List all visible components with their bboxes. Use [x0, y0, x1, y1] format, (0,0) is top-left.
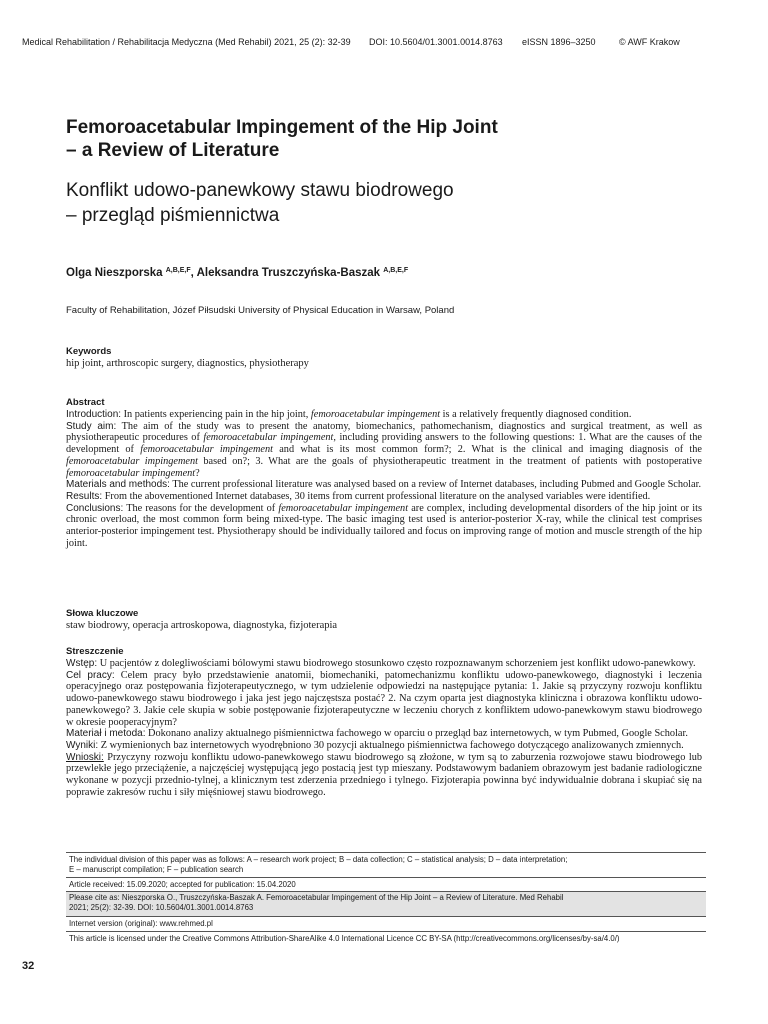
author-2-roles: A,B,E,F: [383, 267, 409, 274]
abstract-aim-text-a: The aim of the study was to present the anatomy, biomechanics, pathomechanism, diagnostics and surgical treatment, as well as physiotherapeutic procedures of: [66, 420, 702, 444]
license-note: This article is licensed under the Creative Commons Attribution-ShareAlike 4.0 International Licence CC BY-SA (http://creativecommons.org/licenses/by-sa/4.0/): [69, 934, 620, 943]
divider-license: [66, 931, 706, 932]
copyright: © AWF Krakow: [619, 37, 680, 47]
abstract-intro-label: Introduction:: [66, 409, 122, 420]
streszczenie-cel-text: Celem pracy było przedstawienie anatomii, biomechaniki, patomechanizmu konfliktu udowo-panewkowego, diagnostyki i leczenia operacyjnego oraz postępowania fizjoterapeutycznego, w tym udzielenie odpowiedzi na następujące pytania: 1. Jakie są przyczyny rozwoju konfliktu udowo-panewkowego stawu biodrowego i jaka jest jego najczęstsza postać? 2. Na czym oparta jest diagnostyka kliniczna i obrazowa konfliktu udowo-panewkowego? 3. Jakie cele skupia w sobie postępowanie fizjoterapeutyczne w leczeniu chorych z konfliktem udowo-panewkowym stawu biodrowego w okresie pooperacyjnym?: [66, 669, 702, 728]
citation-line-2: 2021; 25(2): 32-39. DOI: 10.5604/01.3001.0014.8763: [69, 903, 254, 912]
title-english-line1: Femoroacetabular Impingement of the Hip Joint: [66, 117, 498, 138]
streszczenie-wstep-text: U pacjentów z dolegliwościami bólowymi stawu biodrowego stosunkowo często rozpoznawanym schorzeniem jest konflikt udowo-panewkowy.: [97, 658, 696, 669]
author-separator: ,: [190, 267, 197, 279]
affiliation: Faculty of Rehabilitation, Józef Piłsudski University of Physical Education in Warsaw, Poland: [66, 305, 455, 316]
streszczenie-wyniki-text: Z wymienionych baz internetowych wyodrębniono 30 pozycji aktualnego piśmiennictwa fachowego dotyczącego analizowanych zmiennych.: [98, 739, 684, 751]
contribution-line-1: The individual division of this paper was as follows: A – research work project; B – data collection; C – statistical analysis; D – data interpretation;: [69, 855, 568, 864]
abstract-intro-text-b: is a relatively frequently diagnosed condition.: [440, 409, 632, 420]
abstract-heading: Abstract: [66, 397, 105, 408]
authors: [66, 267, 408, 279]
streszczenie-material-text: Dokonano analizy aktualnego piśmiennictwa fachowego w oparciu o przegląd baz internetowych, w tym Pubmed, Google Scholar.: [145, 728, 688, 740]
divider-received: [66, 877, 706, 878]
citation-line-1: Please cite as: Nieszporska O., Truszczyńska-Baszak A. Femoroacetabular Impingement of the Hip Joint – a Review of Literature. Med Rehabil: [69, 893, 564, 902]
contribution-note: [69, 855, 703, 875]
citation: [69, 893, 703, 913]
streszczenie-wnioski-label: Wnioski:: [66, 751, 104, 763]
abstract-aim-em-2: femoroacetabular impingement: [140, 444, 274, 456]
abstract-aim-text-e: ?: [195, 467, 200, 479]
streszczenie-material-label: Materiał i metoda:: [66, 728, 146, 740]
abstract-results-label: Results:: [66, 490, 103, 502]
abstract-intro-em: femoroacetabular impingement: [310, 409, 441, 420]
abstract-aim-em-4: femoroacetabular impingement: [66, 467, 196, 479]
abstract-aim-label: Study aim:: [66, 420, 117, 432]
divider-top: [66, 852, 706, 853]
page-number: 32: [22, 960, 35, 972]
streszczenie-body: [66, 658, 702, 798]
streszczenie-cel-label: Cel pracy:: [66, 669, 115, 681]
article-received: Article received: 15.09.2020; accepted for publication: 15.04.2020: [69, 880, 296, 889]
author-1: Olga Nieszporska: [66, 267, 163, 279]
title-polish-line2: – przegląd piśmiennictwa: [66, 205, 280, 226]
abstract-conclusions-em: femoroacetabular impingement: [278, 502, 409, 514]
title-polish: [66, 178, 686, 228]
abstract-aim-text-d: based on?; 3. What are the goals of physiotherapeutic treatment in the treatment of patients with postoperative: [197, 455, 702, 467]
abstract-conclusions-label: Conclusions:: [66, 502, 124, 514]
internet-version: Internet version (original): www.rehmed.pl: [69, 919, 213, 928]
journal-citation: Medical Rehabilitation / Rehabilitacja Medyczna (Med Rehabil) 2021, 25 (2): 32-39: [22, 37, 351, 47]
divider-cite-top: [66, 891, 706, 892]
streszczenie-wstep-label: Wstęp:: [66, 658, 98, 669]
doi: DOI: 10.5604/01.3001.0014.8763: [369, 37, 503, 47]
slowa-kluczowe-text: staw biodrowy, operacja artroskopowa, diagnostyka, fizjoterapia: [66, 620, 338, 631]
keywords-text: hip joint, arthroscopic surgery, diagnostics, physiotherapy: [66, 358, 309, 369]
streszczenie-heading: Streszczenie: [66, 646, 124, 657]
abstract-aim-text-c: and what is its most common form?; 2. What is the clinical and imaging diagnosis of the: [273, 444, 702, 456]
author-2: Aleksandra Truszczyńska-Baszak: [196, 267, 381, 279]
abstract-aim-em-3: femoroacetabular impingement: [66, 455, 198, 467]
title-english: [66, 116, 686, 162]
streszczenie-wnioski-text: Przyczyny rozwoju konfliktu udowo-panewkowego stawu biodrowego są złożone, w tym są to zaburzenia rozwojowe stawu biodrowego lub przewlekłe jego przeciążenie, a najczęściej występującą jego postacią jest typ mieszany. Podstawowym badaniem obrazowym jest badanie radiologiczne wykonane w pozycji przednio-tylnej, a klinicznym test zderzenia przedniego i tylnego. Fizjoterapia powinna być indywidualnie dobrana i skupiać się na poprawie zakresów ruchu i siły mięśniowej stawu biodrowego.: [66, 751, 702, 798]
divider-cite-bottom: [66, 916, 706, 917]
abstract-results-text: From the abovementioned Internet databases, 30 items from current professional literature on the analysed variables were identified.: [102, 490, 651, 502]
author-1-roles: A,B,E,F: [165, 267, 191, 274]
slowa-kluczowe-heading: Słowa kluczowe: [66, 608, 139, 619]
abstract-body: [66, 409, 702, 549]
abstract-methods-text: The current professional literature was analysed based on a review of Internet databases, including Pubmed and Google Scholar.: [169, 479, 702, 491]
abstract-aim-text-b: , including providing answers to the following questions: 1. What are the causes of the development of: [66, 432, 702, 456]
issn: eISSN 1896–3250: [522, 37, 596, 47]
title-english-line2: – a Review of Literature: [66, 140, 280, 161]
keywords-heading: Keywords: [66, 346, 112, 357]
abstract-methods-label: Materials and methods:: [66, 479, 170, 491]
abstract-conclusions-text-b: are complex, including developmental disorders of the hip joint or its chronic overload, the most common form being mixed-type. The basic imaging test used is anterior-posterior X-ray, while the clinical test comprises anterior-posterior impingement test. Physiotherapy should be individually tailored and focus on improving range of motion and muscle strength of the hip joint.: [66, 502, 702, 549]
abstract-intro-text-a: In patients experiencing pain in the hip joint,: [121, 409, 311, 420]
title-polish-line1: Konflikt udowo-panewkowy stawu biodrowego: [66, 180, 454, 201]
abstract-conclusions-text-a: The reasons for the development of: [123, 502, 279, 514]
abstract-aim-em-1: femoroacetabular impingement: [203, 432, 334, 444]
streszczenie-wyniki-label: Wyniki:: [66, 739, 99, 751]
contribution-line-2: E – manuscript compilation; F – publication search: [69, 865, 244, 874]
